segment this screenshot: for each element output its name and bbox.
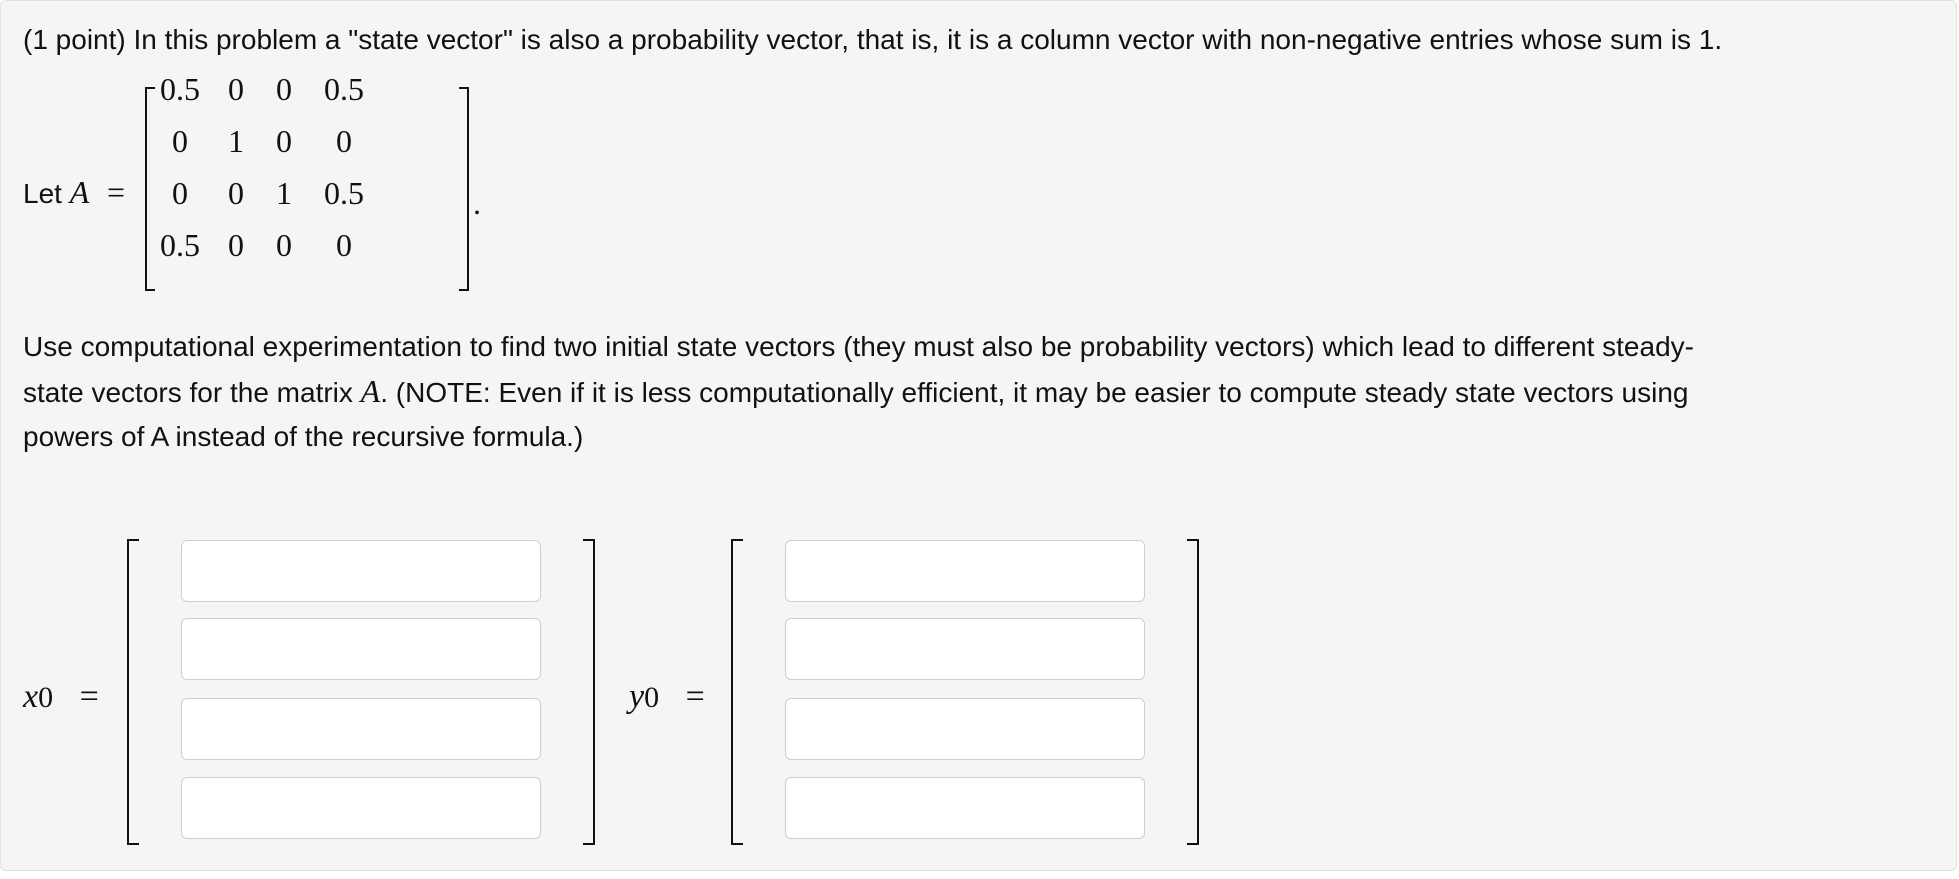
instructions-line-3: powers of A instead of the recursive formula.) <box>23 421 584 452</box>
x0-subscript: 0 <box>38 681 54 714</box>
y0-var: y <box>629 678 645 715</box>
matrix-cell-r1c3: 0 <box>276 71 292 107</box>
y0-subscript: 0 <box>644 681 660 714</box>
x0-left-bracket <box>127 539 139 845</box>
instructions-line-2-post: . (NOTE: Even if it is less computationally efficient, it may be easier to compute steady state vectors using <box>380 377 1689 408</box>
x0-entry-1[interactable] <box>181 540 541 602</box>
y0-entry-2[interactable] <box>785 618 1145 680</box>
matrix-right-bracket <box>459 87 469 291</box>
let-label <box>23 171 125 215</box>
x0-var: x <box>23 678 39 715</box>
matrix-definition <box>23 71 623 297</box>
y0-label <box>629 673 705 722</box>
y0-entry-1[interactable] <box>785 540 1145 602</box>
problem-intro: (1 point) In this problem a "state vector" is also a probability vector, that is, it is a column vector with non-negative entries whose sum is 1. <box>23 24 1723 55</box>
y0-entry-4[interactable] <box>785 777 1145 839</box>
matrix-cell-r3c4: 0.5 <box>324 175 364 211</box>
x0-entry-4[interactable] <box>181 777 541 839</box>
x0-equals: = <box>79 678 99 715</box>
let-word: Let <box>23 178 62 209</box>
y0-equals: = <box>685 678 705 715</box>
x0-right-bracket <box>583 539 595 845</box>
matrix-cell-r4c1: 0.5 <box>160 227 200 263</box>
matrix-name: A <box>69 174 90 210</box>
y0-right-bracket <box>1187 539 1199 845</box>
matrix-cell-r4c4: 0 <box>336 227 352 263</box>
matrix-cell-r1c1: 0.5 <box>160 71 200 107</box>
instructions-line-2-pre: state vectors for the matrix <box>23 377 361 408</box>
instructions-line-1: Use computational experimentation to find two initial state vectors (they must also be probability vectors) which lead to different steady- <box>23 331 1694 362</box>
matrix-cell-r1c2: 0 <box>228 71 244 107</box>
matrix-period: . <box>473 185 481 221</box>
y0-left-bracket <box>731 539 743 845</box>
matrix-cell-r2c2: 1 <box>228 123 244 159</box>
matrix-cell-r4c2: 0 <box>228 227 244 263</box>
matrix-cell-r3c3: 1 <box>276 175 292 211</box>
matrix-cell-r4c3: 0 <box>276 227 292 263</box>
matrix-a <box>145 71 469 293</box>
matrix-cell-r2c1: 0 <box>172 123 188 159</box>
x0-entry-3[interactable] <box>181 698 541 760</box>
matrix-cell-r2c3: 0 <box>276 123 292 159</box>
matrix-cell-r2c4: 0 <box>336 123 352 159</box>
instructions-line-2 <box>23 369 1923 415</box>
y0-entry-3[interactable] <box>785 698 1145 760</box>
equals-sign: = <box>107 174 126 210</box>
matrix-cell-r3c2: 0 <box>228 175 244 211</box>
x0-entry-2[interactable] <box>181 618 541 680</box>
instructions-matrix-var: A <box>360 373 381 409</box>
instructions <box>23 325 1923 459</box>
matrix-cell-r3c1: 0 <box>172 175 188 211</box>
matrix-cell-r1c4: 0.5 <box>324 71 364 107</box>
x0-label <box>23 673 99 722</box>
